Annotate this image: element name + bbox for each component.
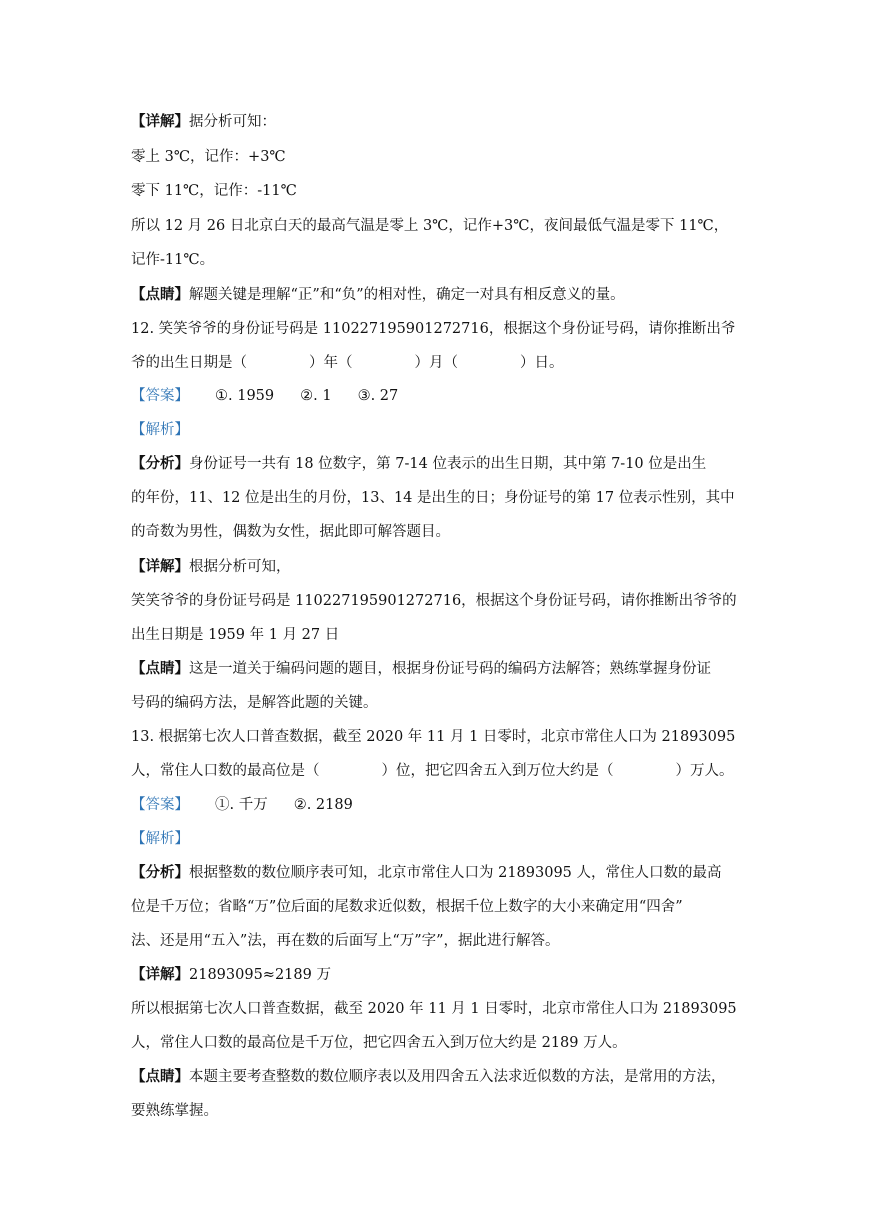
text-line: 笑笑爷爷的身份证号码是 110227195901272716，根据这个身份证号码，请你推断出爷爷的	[131, 593, 737, 609]
question-text: ）日。	[520, 355, 564, 371]
key-point-line	[131, 285, 771, 305]
detail-heading-line	[131, 112, 771, 132]
text-line: 所以 12 月 26 日北京白天的最高气温是零上 3℃，记作+3℃，夜间最低气温是零下 11℃，	[131, 218, 729, 234]
question-text: ）万人。	[675, 763, 734, 779]
analysis-tag: 【解析】	[131, 422, 189, 438]
detail-heading-line	[131, 965, 771, 985]
text-line: 人，常住人口数的最高位是千万位，把它四舍五入到万位大约是 2189 万人。	[131, 1035, 627, 1051]
analysis-text: 身份证号一共有 18 位数字，第 7-14 位表示的出生日期，其中第 7-10 位是出生	[189, 456, 707, 472]
text-line: 的奇数为男性，偶数为女性，据此即可解答题目。	[131, 524, 450, 540]
question-text: 人，常住人口数的最高位是（	[131, 763, 320, 779]
text-line: 号码的编码方法，是解答此题的关键。	[131, 695, 378, 711]
text-line: 出生日期是 1959 年 1 月 27 日	[131, 627, 340, 643]
detail-tag: 【详解】	[131, 113, 189, 130]
question-text: ）年（	[309, 355, 353, 371]
question-12-line: 12. 笑笑爷爷的身份证号码是 110227195901272716，根据这个身份证号码，请你推断出爷	[131, 321, 736, 337]
analysis-text: 根据整数的数位顺序表可知，北京市常住人口为 21893095 人，常住人口数的最高	[189, 865, 722, 881]
text-line: 位是千万位；省略“万”位后面的尾数求近似数，根据千位上数字的大小来确定用“四舍”	[131, 899, 683, 915]
key-point-tag: 【点睛】	[131, 660, 189, 677]
answer-line	[131, 795, 771, 815]
key-point-line	[131, 659, 771, 679]
text-line: 零上 3℃，记作：+3℃	[131, 149, 286, 165]
question-text: 爷的出生日期是（	[131, 355, 247, 371]
detail-text: 据分析可知：	[189, 114, 276, 130]
analysis-subtag: 【分析】	[131, 864, 189, 881]
key-point-text: 本题主要考查整数的数位顺序表以及用四舍五入法求近似数的方法，是常用的方法，	[189, 1069, 726, 1085]
detail-tag: 【详解】	[131, 966, 189, 983]
answer-value: ②. 2189	[293, 797, 353, 813]
key-point-line	[131, 1067, 771, 1087]
answer-value: ①. 1959	[215, 388, 275, 404]
answer-value: ②. 1	[300, 388, 332, 404]
answer-line	[131, 386, 771, 406]
question-text: ）月（	[414, 355, 458, 371]
analysis-subtag: 【分析】	[131, 455, 189, 472]
detail-heading-line	[131, 557, 771, 577]
text-line: 记作-11℃。	[131, 252, 215, 268]
text-line: 零下 11℃，记作：-11℃	[131, 183, 297, 199]
text-line: 的年份，11、12 位是出生的月份，13、14 是出生的日；身份证号的第 17 位表示性别，其中	[131, 490, 735, 506]
question-text: ）位，把它四舍五入到万位大约是（	[381, 763, 614, 779]
answer-value: ③. 27	[357, 388, 399, 404]
question-13-line: 13. 根据第七次人口普查数据，截至 2020 年 11 月 1 日零时，北京市常住人口为 21893095	[131, 729, 736, 745]
analysis-line	[131, 454, 771, 474]
detail-tag: 【详解】	[131, 558, 189, 575]
key-point-text: 这是一道关于编码问题的题目，根据身份证号码的编码方法解答；熟练掌握身份证	[189, 661, 711, 677]
answer-tag: 【答案】	[131, 797, 189, 813]
text-line: 要熟练掌握。	[131, 1103, 218, 1119]
key-point-tag: 【点睛】	[131, 286, 189, 303]
text-line: 法、还是用“五入”法，再在数的后面写上“万”字”，据此进行解答。	[131, 933, 560, 949]
detail-text: 根据分析可知，	[189, 559, 291, 575]
analysis-line	[131, 863, 771, 883]
text-line: 所以根据第七次人口普查数据，截至 2020 年 11 月 1 日零时，北京市常住人口为 21893095	[131, 1001, 737, 1017]
key-point-tag: 【点睛】	[131, 1068, 189, 1085]
detail-text: 21893095≈2189 万	[189, 967, 331, 983]
key-point-text: 解题关键是理解“正”和“负”的相对性，确定一对具有相反意义的量。	[189, 287, 625, 303]
answer-tag: 【答案】	[131, 388, 189, 404]
question-12-blanks-line	[131, 353, 771, 373]
answer-value: ①. 千万	[215, 797, 268, 813]
analysis-tag: 【解析】	[131, 831, 189, 847]
question-13-blanks-line	[131, 761, 771, 781]
